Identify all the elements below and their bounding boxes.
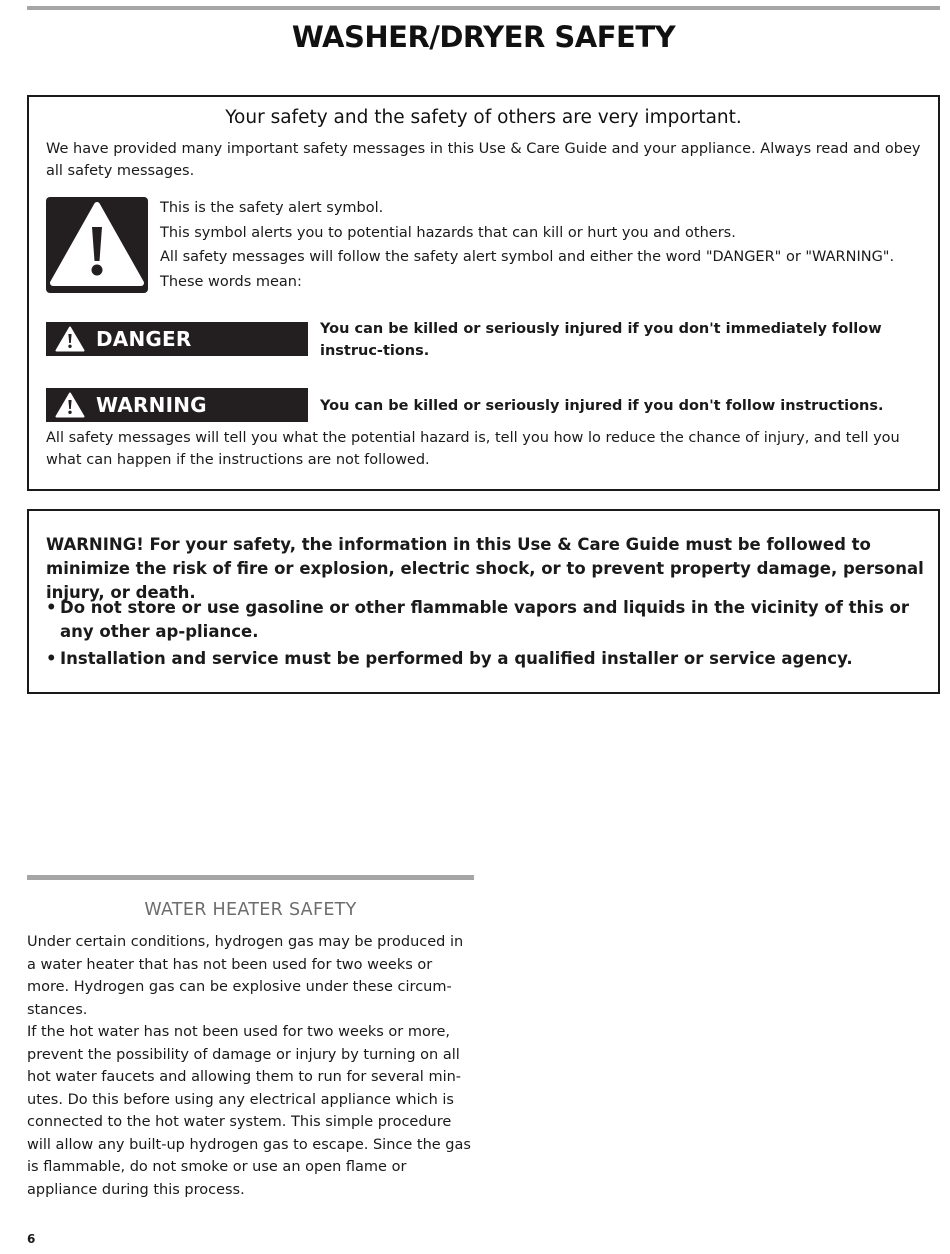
section-rule bbox=[27, 875, 474, 880]
symbol-line: This symbol alerts you to potential hazards that can kill or hurt you and others. bbox=[160, 224, 736, 241]
bullet-symbol: • bbox=[46, 598, 57, 617]
symbol-line: This is the safety alert symbol. bbox=[160, 200, 384, 216]
fire-warning-box bbox=[27, 509, 940, 694]
symbol-explanation bbox=[160, 196, 940, 294]
page-number: 6 bbox=[27, 1232, 36, 1246]
bullet-symbol: • bbox=[46, 649, 57, 668]
fire-warning-bullets bbox=[46, 596, 926, 674]
warning-label bbox=[46, 388, 308, 422]
safety-alert-icon bbox=[46, 197, 148, 293]
water-heater-body bbox=[27, 931, 474, 1201]
warning-triangle-icon bbox=[54, 325, 86, 353]
danger-label bbox=[46, 322, 308, 356]
symbol-line: These words mean: bbox=[160, 273, 302, 290]
safety-closing: All safety messages will tell you what the potential hazard is, tell you how lo reduce the chance of injury, and tell you what can happen if the instructions are not followed. bbox=[46, 430, 900, 468]
top-rule bbox=[27, 6, 940, 10]
fire-warning-text: WARNING! For your safety, the information in this Use & Care Guide must be followed to minimize the risk of fire or explosion, electric shock, or to prevent property damage, personal injury, or death. bbox=[46, 535, 924, 602]
warning-triangle-icon bbox=[54, 391, 86, 419]
safety-message-box bbox=[27, 95, 940, 491]
paragraph: If the hot water has not been used for two weeks or more, prevent the possibility of damage or injury by turning on all hot water faucets and allowing them to run for several min-utes. Do this before using any electrical appliance which is connected to the hot water system. This simple procedure will allow any built-up hydrogen gas to escape. Since the gas is flammable, do not smoke or use an open flame or appliance during this process. bbox=[27, 1024, 471, 1198]
warning-description: You can be killed or seriously injured if you don't follow instructions. bbox=[320, 398, 884, 414]
danger-description: You can be killed or seriously injured if you don't immediately follow instruc-tions. bbox=[320, 321, 882, 359]
list-item-text: Installation and service must be performed by a qualified installer or service agency. bbox=[60, 649, 853, 668]
list-item bbox=[46, 647, 926, 671]
page-title: WASHER/DRYER SAFETY bbox=[291, 20, 676, 54]
water-heater-heading: WATER HEATER SAFETY bbox=[144, 900, 357, 920]
symbol-line: All safety messages will follow the safety alert symbol and either the word "DANGER" or "WARNING". bbox=[160, 249, 895, 265]
warning-label-text: WARNING bbox=[96, 393, 207, 417]
paragraph: Under certain conditions, hydrogen gas may be produced in a water heater that has not been used for two weeks or more. Hydrogen gas can be explosive under these circum-stances. bbox=[27, 934, 464, 1018]
safety-intro: We have provided many important safety messages in this Use & Care Guide and your appliance. Always read and obey all safety messages. bbox=[46, 141, 921, 179]
list-item-text: Do not store or use gasoline or other flammable vapors and liquids in the vicinity of this or any other ap-pliance. bbox=[60, 598, 909, 641]
list-item bbox=[46, 596, 926, 644]
safety-heading: Your safety and the safety of others are very important. bbox=[225, 107, 742, 128]
danger-label-text: DANGER bbox=[96, 327, 192, 351]
